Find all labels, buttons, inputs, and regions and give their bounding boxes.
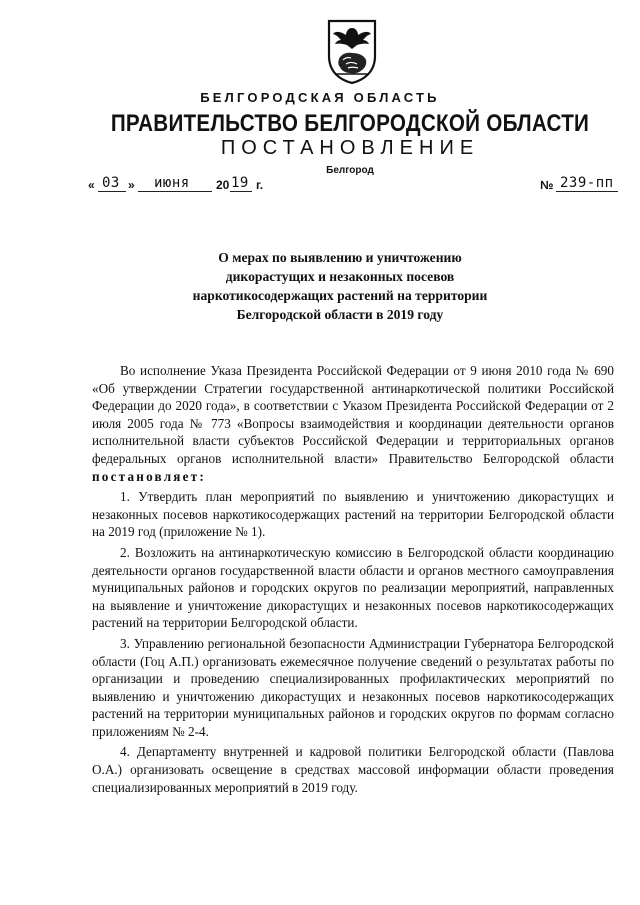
decree-body bbox=[92, 362, 614, 799]
year-prefix: 20 bbox=[216, 178, 230, 192]
open-quote: « bbox=[88, 178, 95, 192]
year-abbr: г. bbox=[256, 178, 264, 192]
close-quote: » bbox=[128, 178, 135, 192]
item-3-paragraph: 3. Управлению региональной безопасности Администрации Губернатора Белгородской области (Гоц А.П.) организовать ежемесячное получение сведений о результатах работы по организации и проведению специализированных профилактических мероприятий по выявлению и уничтожению дикорастущих и незаконных посевов наркотикосодержащих растений на территории муниципальных районов и городских округов по формам согласно приложениям № 2-4. bbox=[92, 635, 614, 739]
document-type: ПОСТАНОВЛЕНИЕ bbox=[220, 137, 480, 159]
number-label: № bbox=[540, 178, 554, 192]
decree-title bbox=[150, 248, 530, 324]
year-underline bbox=[230, 191, 252, 192]
city-name: Белгород bbox=[326, 165, 374, 176]
government-name: ПРАВИТЕЛЬСТВО БЕЛГОРОДСКОЙ ОБЛАСТИ bbox=[110, 110, 590, 137]
number-underline bbox=[556, 191, 618, 192]
item-2-paragraph: 2. Возложить на антинаркотическую комиссию в Белгородской области координацию деятельности органов государственной власти области и органов местного самоуправления муниципальных районов и городских округов по реализации мероприятий, направленных на выявление и уничтожение дикорастущих и незаконных посевов наркотикосодержащих растений на территории Белгородской области. bbox=[92, 544, 614, 631]
title-line: Белгородской области в 2019 году bbox=[236, 307, 444, 322]
item-1-paragraph: 1. Утвердить план мероприятий по выявлению и уничтожению дикорастущих и незаконных посевов наркотикосодержащих растений на территории Белгородской области на 2019 год (приложение № 1). bbox=[92, 489, 614, 540]
resolves-word: постановляет: bbox=[92, 468, 206, 484]
dateline bbox=[88, 174, 628, 196]
year-suffix: 19 bbox=[231, 175, 249, 191]
region-name: БЕЛГОРОДСКАЯ ОБЛАСТЬ bbox=[200, 90, 440, 105]
title-line: наркотикосодержащих растений на территории bbox=[192, 288, 488, 303]
date-month: июня bbox=[154, 175, 190, 191]
title-line: дикорастущих и незаконных посевов bbox=[225, 269, 455, 284]
title-line: О мерах по выявлению и уничтожению bbox=[218, 250, 462, 265]
date-day: 03 bbox=[102, 175, 120, 191]
coat-of-arms-icon bbox=[326, 18, 378, 84]
item-4-paragraph: 4. Департаменту внутренней и кадровой политики Белгородской области (Павлова О.А.) организовать освещение в средствах массовой информации области проведения специализированных мероприятий в 2019 году. bbox=[92, 744, 614, 795]
preamble-paragraph bbox=[92, 362, 614, 485]
decree-number: 239-пп bbox=[560, 175, 614, 191]
preamble-text: Во исполнение Указа Президента Российской Федерации от 9 июня 2010 года № 690 «Об утверждении Стратегии государственной антинаркотической политики Российской Федерации до 2020 года», в соответствии с Указом Президента Российской Федерации от 2 июля 2005 года № 773 «Вопросы взаимодействия и координации деятельности органов исполнительной власти субъектов Российской Федерации и территориальных органов федеральных органов исполнительной власти» Правительство Белгородской области bbox=[92, 363, 614, 466]
day-underline bbox=[98, 191, 126, 192]
month-underline bbox=[138, 191, 212, 192]
